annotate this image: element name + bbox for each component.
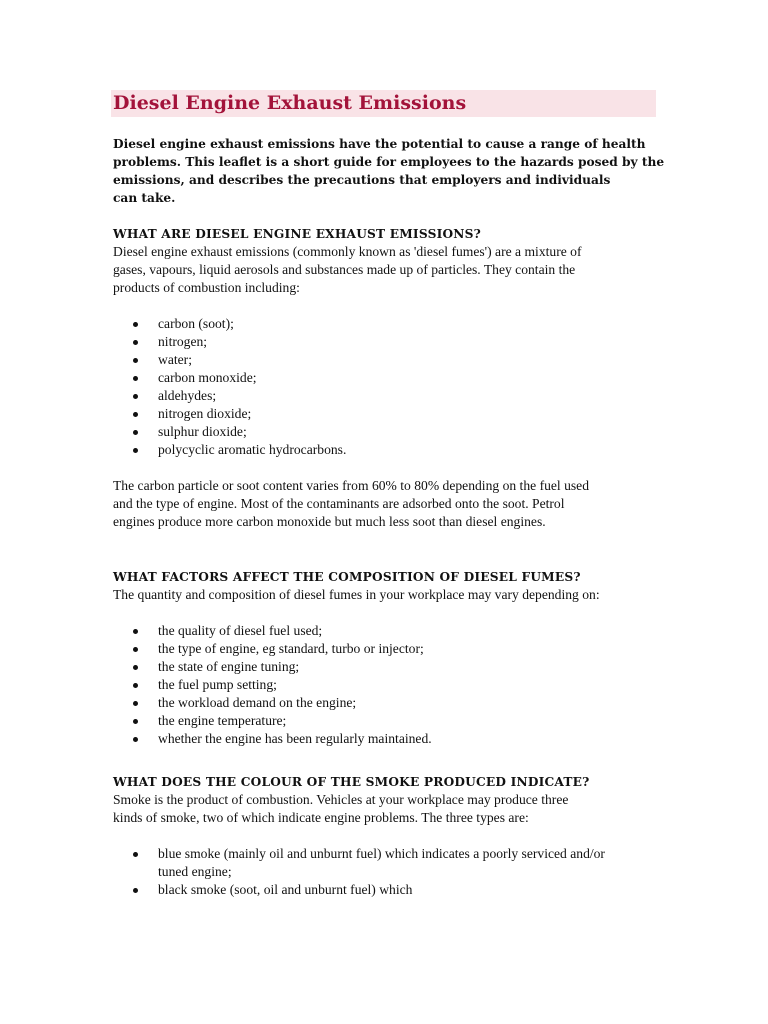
bullet-icon	[133, 665, 138, 670]
bullet-icon	[133, 683, 138, 688]
bullet-icon	[133, 852, 138, 857]
section-heading-factors: WHAT FACTORS AFFECT THE COMPOSITION OF DIESEL FUMES?	[113, 570, 581, 584]
title-bar	[111, 90, 656, 117]
list-item: carbon monoxide;	[113, 369, 658, 387]
bullet-icon	[133, 376, 138, 381]
paragraph-line: gases, vapours, liquid aerosols and substances made up of particles. They contain the	[113, 262, 576, 277]
paragraph-line: and the type of engine. Most of the contaminants are adsorbed onto the soot. Petrol	[113, 496, 565, 511]
list-item: whether the engine has been regularly maintained.	[113, 730, 658, 748]
list-item: the state of engine tuning;	[113, 658, 658, 676]
intro-paragraph	[113, 135, 665, 207]
bullet-icon	[133, 430, 138, 435]
list-item: sulphur dioxide;	[113, 423, 658, 441]
bullet-icon	[133, 737, 138, 742]
bullet-icon	[133, 412, 138, 417]
bullet-icon	[133, 322, 138, 327]
paragraph-line: The carbon particle or soot content varies from 60% to 80% depending on the fuel used	[113, 478, 590, 493]
bullet-icon	[133, 448, 138, 453]
list-item: the engine temperature;	[113, 712, 658, 730]
soot-content-paragraph	[113, 477, 658, 531]
list-item-line: tuned engine;	[158, 864, 232, 879]
list-item: water;	[113, 351, 658, 369]
combustion-products-list	[113, 315, 658, 459]
bullet-icon	[133, 888, 138, 893]
bullet-icon	[133, 719, 138, 724]
bullet-icon	[133, 340, 138, 345]
bullet-icon	[133, 394, 138, 399]
bullet-icon	[133, 358, 138, 363]
bullet-icon	[133, 701, 138, 706]
section2-paragraph	[113, 586, 658, 604]
factors-list	[113, 622, 658, 748]
document-page	[113, 90, 665, 899]
section1-paragraph	[113, 243, 658, 297]
document-title: Diesel Engine Exhaust Emissions	[113, 92, 467, 114]
section3-paragraph	[113, 791, 658, 827]
smoke-types-list	[113, 845, 658, 899]
list-item: carbon (soot);	[113, 315, 658, 333]
list-item: the quality of diesel fuel used;	[113, 622, 658, 640]
section-heading-what-are: WHAT ARE DIESEL ENGINE EXHAUST EMISSIONS?	[113, 227, 481, 241]
list-item: the fuel pump setting;	[113, 676, 658, 694]
intro-line: can take.	[113, 191, 176, 205]
intro-line: Diesel engine exhaust emissions have the potential to cause a range of health	[113, 137, 646, 151]
paragraph-line: Diesel engine exhaust emissions (commonly known as 'diesel fumes') are a mixture of	[113, 244, 582, 259]
paragraph-line: The quantity and composition of diesel fumes in your workplace may vary depending on:	[113, 587, 600, 602]
list-item-line: black smoke (soot, oil and unburnt fuel) which	[158, 882, 413, 897]
list-item: the workload demand on the engine;	[113, 694, 658, 712]
list-item: polycyclic aromatic hydrocarbons.	[113, 441, 658, 459]
list-item	[113, 881, 658, 899]
list-item: nitrogen;	[113, 333, 658, 351]
intro-line: problems. This leaflet is a short guide for employees to the hazards posed by the	[113, 155, 665, 169]
intro-line: emissions, and describes the precautions that employers and individuals	[113, 173, 611, 187]
paragraph-line: kinds of smoke, two of which indicate engine problems. The three types are:	[113, 810, 529, 825]
list-item: nitrogen dioxide;	[113, 405, 658, 423]
list-item-line: blue smoke (mainly oil and unburnt fuel) which indicates a poorly serviced and/or	[158, 846, 605, 861]
list-item: aldehydes;	[113, 387, 658, 405]
paragraph-line: engines produce more carbon monoxide but much less soot than diesel engines.	[113, 514, 546, 529]
paragraph-line: products of combustion including:	[113, 280, 300, 295]
section-heading-smoke-colour: WHAT DOES THE COLOUR OF THE SMOKE PRODUCED INDICATE?	[113, 775, 590, 789]
list-item: the type of engine, eg standard, turbo or injector;	[113, 640, 658, 658]
paragraph-line: Smoke is the product of combustion. Vehicles at your workplace may produce three	[113, 792, 569, 807]
list-item	[113, 845, 658, 881]
bullet-icon	[133, 647, 138, 652]
bullet-icon	[133, 629, 138, 634]
